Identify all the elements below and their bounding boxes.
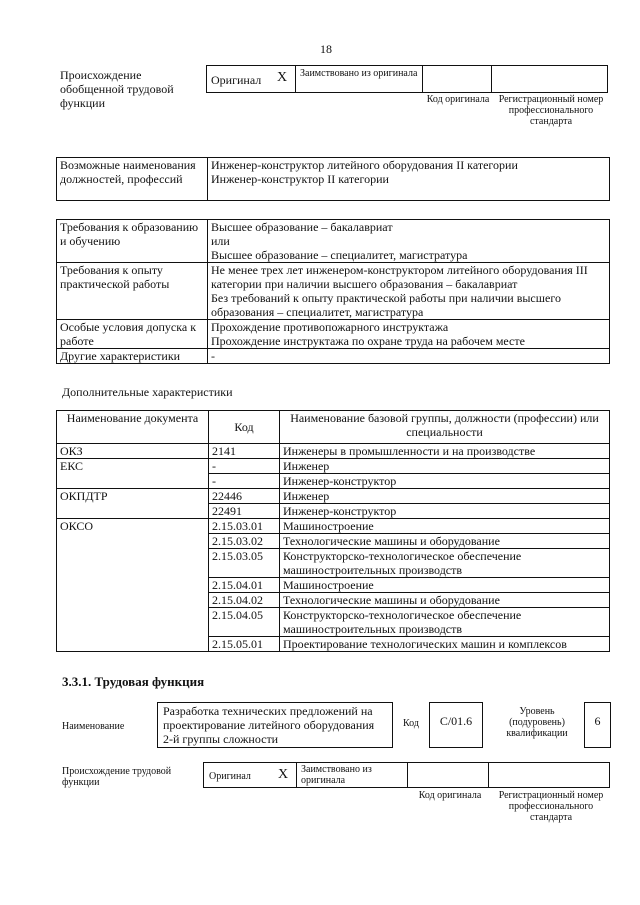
requirement-row: [57, 349, 610, 364]
requirement-values: [208, 320, 610, 349]
row-code: -: [209, 459, 280, 474]
row-name: Инженер: [280, 489, 610, 504]
row-name: Инженеры в промышленности и на производстве: [280, 444, 610, 459]
section-title: 3.3.1. Трудовая функция: [62, 674, 205, 689]
page-number: 18: [320, 42, 332, 56]
requirement-label: Другие характеристики: [57, 349, 208, 364]
row-code: 22491: [209, 504, 280, 519]
row-name: Машиностроение: [280, 578, 610, 593]
row-doc: [57, 474, 209, 489]
origin2-original-cell: [203, 762, 297, 788]
row-name: Машиностроение: [280, 519, 610, 534]
origin2-mark: X: [278, 767, 289, 782]
requirements-table: [56, 219, 610, 364]
row-code: 2.15.03.01: [209, 519, 280, 534]
function-code-box: [429, 702, 483, 748]
requirement-row: [57, 320, 610, 349]
requirement-value: -: [211, 349, 215, 363]
origin-reg-caption: Регистрационный номер профессионального стандарта: [498, 94, 604, 127]
table-row: [57, 578, 610, 593]
row-name: Технологические машины и оборудование: [280, 534, 610, 549]
additional-table: [56, 410, 610, 652]
table-row: [57, 637, 610, 652]
row-code: 2.15.03.05: [209, 549, 280, 578]
requirement-value: Прохождение противопожарного инструктажа: [211, 320, 449, 334]
table-row: [57, 459, 610, 474]
requirement-value: Высшее образование – специалитет, магистратура: [211, 248, 468, 262]
requirement-row: [57, 263, 610, 320]
row-code: 2.15.05.01: [209, 637, 280, 652]
row-name: Инженер: [280, 459, 610, 474]
row-doc: ОКПДТР: [57, 489, 209, 504]
function-code-value: C/01.6: [439, 714, 473, 728]
row-doc: ЕКС: [57, 459, 209, 474]
additional-body: [57, 444, 610, 652]
origin2-borrowed-cell: [296, 762, 408, 788]
function-name-box: [157, 702, 393, 748]
origin2-code-cell: [407, 762, 489, 788]
positions-label: Возможные наименования должностей, профессий: [57, 158, 208, 201]
row-doc: [57, 637, 209, 652]
additional-header-row: [57, 411, 610, 444]
origin-original-cell: [206, 65, 296, 93]
requirement-label: Особые условия допуска к работе: [57, 320, 208, 349]
requirement-value: или: [211, 234, 230, 248]
table-row: [57, 444, 610, 459]
row-code: 2.15.04.05: [209, 608, 280, 637]
requirement-label: Требования к опыту практической работы: [57, 263, 208, 320]
origin2-reg-cell: [488, 762, 610, 788]
row-doc: ОКСО: [57, 519, 209, 534]
requirement-value: Не менее трех лет инженером-конструктором литейного оборудования III категории при наличии высшего образования – бакалавриат: [211, 263, 588, 291]
origin2-original-label: Оригинал: [209, 771, 251, 782]
row-doc: [57, 593, 209, 608]
function-level-box: [584, 702, 611, 748]
origin-mark: X: [277, 70, 288, 85]
row-doc: [57, 504, 209, 519]
table-row: [57, 504, 610, 519]
row-name: Инженер-конструктор: [280, 504, 610, 519]
positions-values: [208, 158, 610, 201]
origin-label: Происхождение обобщенной трудовой функции: [60, 68, 174, 110]
row-doc: [57, 549, 209, 578]
origin-original-label: Оригинал: [211, 73, 262, 87]
origin2-reg-caption: Регистрационный номер профессионального стандарта: [498, 790, 604, 823]
requirement-label: Требования к образованию и обучению: [57, 220, 208, 263]
header-code: Код: [209, 411, 280, 444]
requirement-values: [208, 263, 610, 320]
header-doc: Наименование документа: [57, 411, 209, 444]
header-name: Наименование базовой группы, должности (профессии) или специальности: [280, 411, 610, 444]
positions-table: [56, 157, 610, 201]
row-code: 2.15.03.02: [209, 534, 280, 549]
function-code-label: Код: [403, 718, 419, 729]
requirement-value: Без требований к опыту практической работы при наличии высшего образования – специалитет, магистратура: [211, 291, 561, 319]
origin2-borrowed-label: Заимствовано из оригинала: [301, 764, 372, 786]
row-code: 2.15.04.01: [209, 578, 280, 593]
table-row: [57, 608, 610, 637]
requirement-value: Высшее образование – бакалавриат: [211, 220, 393, 234]
origin-borrowed-label: Заимствовано из оригинала: [300, 68, 418, 79]
row-name: Проектирование технологических машин и комплексов: [280, 637, 610, 652]
function-level-label: Уровень (подуровень) квалификации: [506, 706, 568, 739]
origin-code-caption: Код оригинала: [426, 94, 490, 105]
table-row: [57, 489, 610, 504]
table-row: [57, 593, 610, 608]
requirement-value: Прохождение инструктажа по охране труда на рабочем месте: [211, 334, 525, 348]
origin2-code-caption: Код оригинала: [418, 790, 482, 801]
row-name: Инженер-конструктор: [280, 474, 610, 489]
row-code: 2.15.04.02: [209, 593, 280, 608]
requirement-values: [208, 349, 610, 364]
row-doc: [57, 578, 209, 593]
requirement-values: [208, 220, 610, 263]
row-name: Конструкторско-технологическое обеспечение машиностроительных производств: [280, 608, 610, 637]
position-item: Инженер-конструктор литейного оборудования II категории: [211, 158, 518, 172]
position-item: Инженер-конструктор II категории: [211, 172, 389, 186]
row-name: Технологические машины и оборудование: [280, 593, 610, 608]
row-doc: [57, 534, 209, 549]
row-name: Конструкторско-технологическое обеспечение машиностроительных производств: [280, 549, 610, 578]
origin2-label: Происхождение трудовой функции: [62, 766, 172, 788]
table-row: [57, 549, 610, 578]
function-level-value: 6: [594, 714, 601, 728]
table-row: [57, 474, 610, 489]
row-doc: ОКЗ: [57, 444, 209, 459]
additional-title: Дополнительные характеристики: [62, 385, 233, 399]
row-code: 2141: [209, 444, 280, 459]
function-name-label: Наименование: [62, 721, 125, 732]
table-row: [57, 519, 610, 534]
row-doc: [57, 608, 209, 637]
origin-reg-cell: [491, 65, 608, 93]
row-code: -: [209, 474, 280, 489]
origin-code-cell: [422, 65, 492, 93]
row-code: 22446: [209, 489, 280, 504]
requirement-row: [57, 220, 610, 263]
function-name-value: Разработка технических предложений на проектирование литейного оборудования 2-й группы сложности: [163, 704, 375, 746]
origin-borrowed-cell: [295, 65, 423, 93]
table-row: [57, 534, 610, 549]
